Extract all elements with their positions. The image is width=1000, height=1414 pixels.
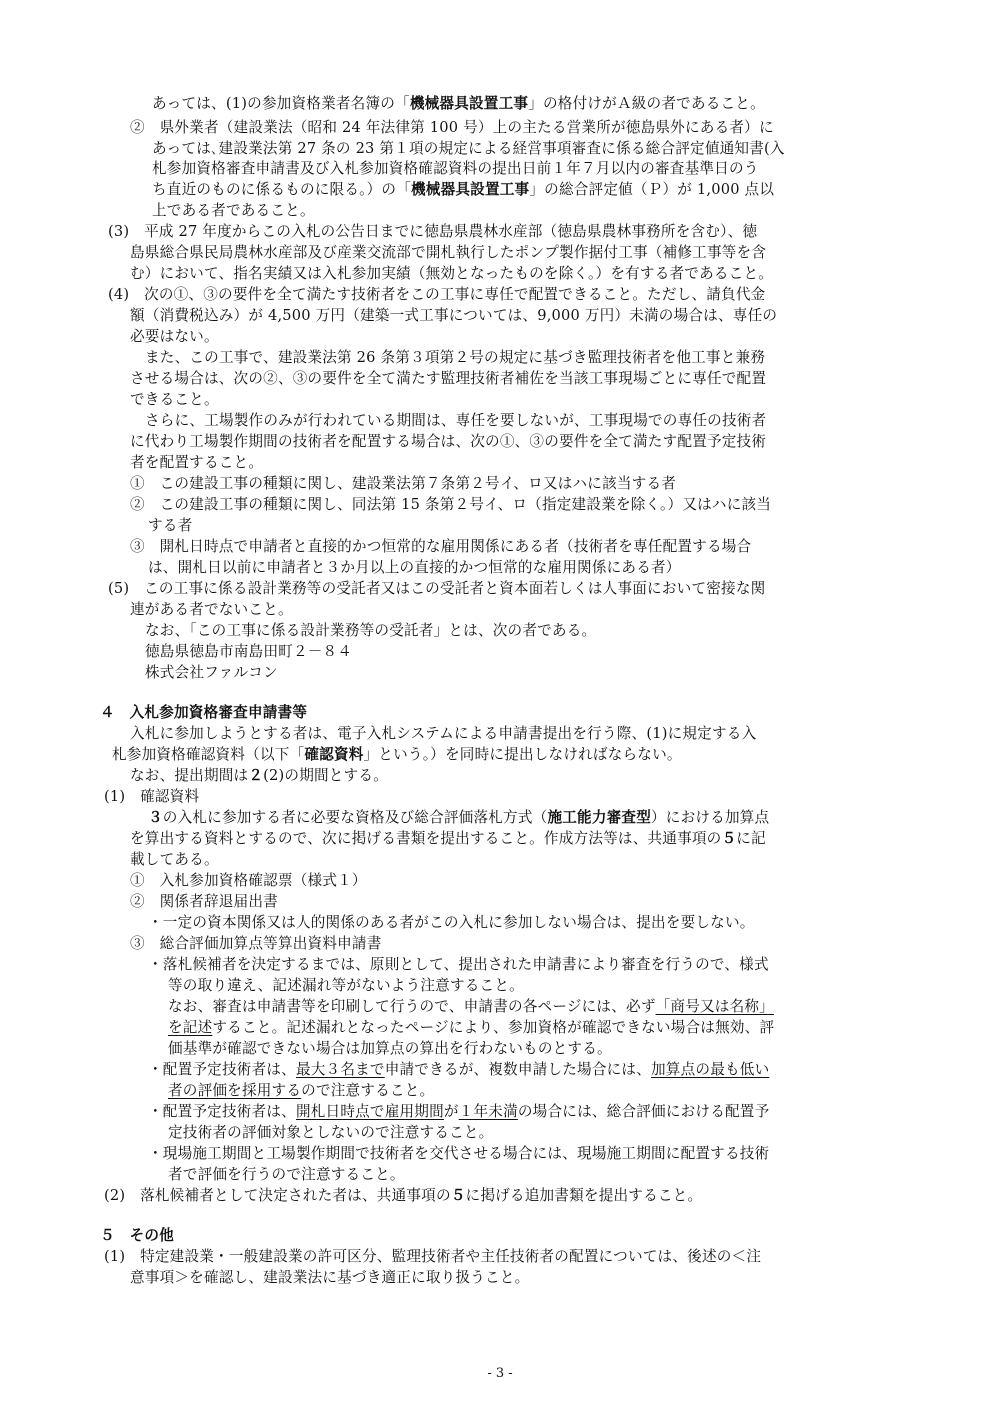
text-line [112,745,682,765]
bold-term: ３ [148,809,163,826]
text-line: 額（消費税込み）が 4,500 万円（建築一式工事については、9,000 万円）未満の場合は、専任の [130,307,778,324]
text-line: 札参加資格審査申請書及び入札参加資格確認資料の提出日前１年７月以内の審査基準日のう [152,160,759,177]
text-line: 等の取り違え、記述漏れ等がないよう注意すること。 [168,977,524,994]
text-span: 」という。）を同時に提出しなければならない。 [363,746,682,763]
underlined-text: を記述 [168,1019,213,1036]
subsection-heading: (1) 確認資料 [104,788,200,805]
text-span: 札参加資格確認資料（以下「 [112,746,305,763]
text-line: 徳島県徳島市南島田町２－８４ [145,643,353,660]
text-line: する者 [148,517,193,534]
text-line [148,808,769,828]
bold-term: ５ [721,830,737,847]
text-line [168,1018,774,1038]
text-line: ① 入札参加資格確認票（様式１） [130,872,367,889]
bold-term: 機械器具設置工事 [411,181,530,198]
text-line: 上である者であること。 [152,202,315,219]
underlined-text: 開札日時点で雇用期間 [295,1103,444,1120]
text-line [168,1081,434,1101]
text-line: できること。 [130,391,219,408]
text-span: を算出する資料とするので、次に掲げる書類を提出すること。作成方法等は、共通事項の [130,830,722,847]
text-span: ・配置予定技術者は、 [148,1103,296,1120]
underlined-text: 者の評価を採用する [168,1082,302,1099]
text-line: なお、「この工事に係る設計業務等の受託者」とは、次の者である。 [145,622,597,639]
text-line: 載してある。 [130,851,219,868]
text-line: 必要はない。 [130,328,219,345]
text-line: 連がある者でないこと。 [130,601,293,618]
text-line [168,997,774,1017]
text-line: む）において、指名実績又は入札参加実績（無効となったものを除く。）を有する者であること。 [130,265,774,282]
bold-term: ２ [248,767,264,784]
section-heading-4: ４ 入札参加資格審査申請書等 [100,704,308,721]
text-line [152,94,765,114]
text-line: 株式会社ファルコン [145,664,278,681]
text-line: は、開札日以前に申請者と３か月以上の直接的かつ恒常的な雇用関係にある者） [148,559,681,576]
text-line: (3) 平成 27 年度からこの入札の公告日までに徳島県農林水産部（徳島県農林事務所を含む）、徳 [108,223,758,240]
text-span: なお、提出期間は [130,767,249,784]
text-line: ・現場施工期間と工場製作期間で技術者を交代させる場合には、現場施工期間に配置する技術 [148,1145,770,1162]
text-span: に記 [736,830,766,847]
text-line [148,1102,769,1122]
text-span: ・配置予定技術者は、 [148,1061,296,1078]
text-line: 意事項＞を確認し、建設業法に基づき適正に取り扱うこと。 [130,1269,530,1286]
text-span: の入札に参加する者に必要な資格及び総合評価落札方式（ [162,809,548,826]
text-line: 者を配置すること。 [130,454,264,471]
underlined-text: 「商号又は名称」 [655,998,774,1015]
bold-term: ５ [450,1187,466,1204]
text-line: さらに、工場製作のみが行われている期間は、専任を要しないが、工事現場での専任の技術者 [145,412,767,429]
underlined-text: 最大３名まで [295,1061,385,1078]
text-line: に代わり工場製作期間の技術者を配置する場合は、次の①、③の要件を全て満たす配置予定技術 [130,433,767,450]
text-line: また、この工事で、建設業法第 26 条第３項第２号の規定に基づき監理技術者を他工事と兼務 [145,349,766,366]
text-span: に掲げる追加書類を提出すること。 [465,1187,703,1204]
text-span: ）における加算点 [651,809,770,826]
text-line: ③ 総合評価加算点等算出資料申請書 [130,935,382,952]
underlined-text: １年未満 [458,1103,518,1120]
text-line: 定技術者の評価対象としないので注意すること。 [168,1124,494,1141]
text-line: ② この建設工事の種類に関し、同法第 15 条第２号イ、ロ（指定建設業を除く。）又はハに該当 [130,496,772,513]
text-line [130,829,766,849]
text-line: あっては､建設業法第 27 条の 23 第１項の規定による経営事項審査に係る総合評定値通知書(入 [152,140,785,157]
text-span: の場合には、総合評価における配置予 [517,1103,770,1120]
bold-term: 施工能力審査型 [547,809,651,826]
text-line [104,1186,702,1206]
text-span: ので注意すること。 [301,1082,435,1099]
text-span: すること。記述漏れとなったページにより、参加資格が確認できない場合は無効、評 [212,1019,775,1036]
text-span: が [443,1103,459,1120]
text-line: 価基準が確認できない場合は加算点の算出を行わないものとする。 [168,1040,612,1057]
text-span: あっては、(1)の参加資格業者名簿の「 [152,95,410,112]
text-line: ・落札候補者を決定するまでは、原則として、提出された申請書により審査を行うので、様式 [148,956,769,973]
text-span: (2) 落札候補者として決定された者は、共通事項の [104,1187,451,1204]
bold-term: 確認資料 [304,746,364,763]
underlined-text: 加算点の最も低い [651,1061,770,1078]
text-line: 島県総合県民局農林水産部及び産業交流部で開札執行したポンプ製作据付工事（補修工事等を含 [130,244,767,261]
text-line: ② 関係者辞退届出書 [130,893,278,910]
text-span: なお、審査は申請書等を印刷して行うので、申請書の各ページには、必ず [168,998,656,1015]
bold-term: 機械器具設置工事 [409,95,529,112]
page-number: - 3 - [487,1366,513,1381]
text-line [148,1060,769,1080]
text-line: ・一定の資本関係又は人的関係のある者がこの入札に参加しない場合は、提出を要しない。 [148,914,755,931]
text-span: 」の格付けがＡ級の者であること。 [528,95,765,112]
text-span: (2)の期間とする。 [263,767,388,784]
text-line: (5) この工事に係る設計業務等の受託者又はこの受託者と資本面若しくは人事面において密接な関 [108,580,766,597]
text-line: ③ 開札日時点で申請者と直接的かつ恒常的な雇用関係にある者（技術者を専任配置する場合 [130,538,752,555]
text-line [152,180,774,200]
text-line: (4) 次の①、③の要件を全て満たす技術者をこの工事に専任で配置できること。ただし、請負代金 [108,286,766,303]
text-line [130,766,388,786]
text-line: 入札に参加しようとする者は、電子入札システムによる申請書提出を行う際、(1)に規定する入 [130,725,757,742]
text-span: 」の総合評定値（Ｐ）が 1,000 点以 [529,181,775,198]
text-line: 者で評価を行うので注意すること。 [168,1166,405,1183]
text-span: ち直近のものに係るものに限る。）の「 [152,181,411,198]
text-line: ① この建設工事の種類に関し、建設業法第７条第２号イ、ロ又はハに該当する者 [130,475,677,492]
text-span: 申請できるが、複数申請した場合には、 [384,1061,652,1078]
section-heading-5: ５ その他 [100,1227,174,1244]
text-line: させる場合は、次の②、③の要件を全て満たす監理技術者補佐を当該工事現場ごとに専任で配置 [130,370,767,387]
text-line: ② 県外業者（建設業法（昭和 24 年法律第 100 号）上の主たる営業所が徳島県外にある者）に [130,119,774,136]
text-line: (1) 特定建設業・一般建設業の許可区分、監理技術者や主任技術者の配置については、後述の＜注 [104,1248,762,1265]
